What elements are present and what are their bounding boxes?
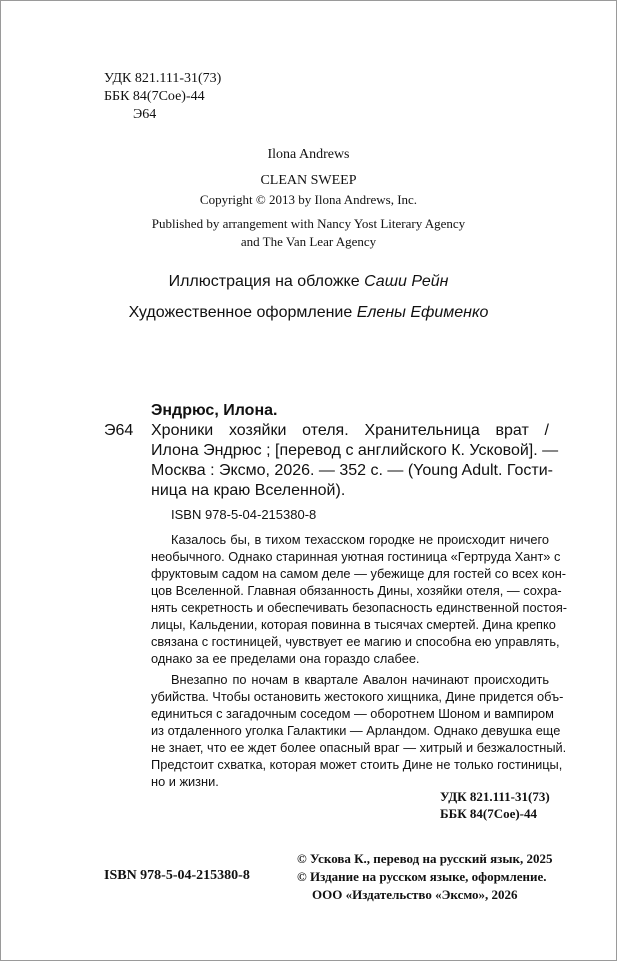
- annotation-line: нять секретность и обеспечивать безопасность единственной постоя-: [151, 600, 568, 615]
- original-title: CLEAN SWEEP: [260, 173, 357, 188]
- annotation-line: связана с гостиницей, чувствует ее магию и способна ею управлять,: [151, 634, 560, 649]
- footer-bbk-code: ББК 84(7Сое)-44: [440, 806, 538, 821]
- annotation-line: необычного. Однако старинная уютная гостиница «Гертруда Хант» с: [151, 549, 561, 564]
- catalog-line: Хроники хозяйки отеля. Хранительница врат /: [151, 422, 549, 439]
- annotation-line: единиться с загадочным соседом — оборотнем Шоном и вампиром: [151, 706, 554, 721]
- annotation-line: цов Вселенной. Главная обязанность Дины, хозяйки отеля, — сохра-: [151, 583, 562, 598]
- copyright-line: Copyright © 2013 by Ilona Andrews, Inc.: [199, 192, 418, 207]
- annotation-line: Предстоит схватка, которая может стоить Дине не только гостиницы,: [151, 757, 563, 772]
- udk-code: УДК 821.111-31(73): [104, 71, 222, 86]
- catalog-author-mark: Э64: [104, 422, 134, 439]
- annotation-line: но и жизни.: [151, 774, 219, 789]
- bbk-code: ББК 84(7Сое)-44: [104, 89, 205, 104]
- cover-credit: [0, 273, 617, 291]
- annotation-line: убийства. Чтобы остановить жестокого хищника, Дине придется объ-: [151, 689, 564, 704]
- author-mark: Э64: [133, 107, 157, 122]
- rights-line-1: © Ускова К., перевод на русский язык, 2025: [297, 851, 553, 866]
- cover-credit-name: Саши Рейн: [364, 273, 449, 290]
- footer-isbn: ISBN 978-5-04-215380-8: [104, 868, 250, 883]
- catalog-line: ница на краю Вселенной).: [151, 482, 346, 499]
- annotation-line: однако за ее пределами она гораздо слабее.: [151, 651, 420, 666]
- design-credit-prefix: Художественное оформление: [128, 304, 353, 321]
- rights-line-3: ООО «Издательство «Эксмо», 2026: [312, 887, 518, 902]
- annotation-line: из отдаленного уголка Галактики — Арландом. Однако девушка еще: [151, 723, 561, 738]
- annotation-line: не знает, что ее ждет более опасный враг — хитрый и безжалостный.: [151, 740, 567, 755]
- published-line-1: Published by arrangement with Nancy Yost Literary Agency: [151, 216, 466, 231]
- catalog-author-heading: Эндрюс, Илона.: [151, 402, 278, 419]
- original-author: Ilona Andrews: [267, 147, 350, 162]
- footer-udk-code: УДК 821.111-31(73): [440, 789, 550, 804]
- cover-credit-prefix: Иллюстрация на обложке: [168, 273, 360, 290]
- annotation-line: Казалось бы, в тихом техасском городке не происходит ничего: [171, 532, 549, 547]
- catalog-line: Москва : Эксмо, 2026. — 352 с. — (Young Adult. Гости-: [151, 462, 553, 479]
- catalog-line: Илона Эндрюс ; [перевод с английского К. Усковой]. —: [151, 442, 559, 459]
- annotation-line: Внезапно по ночам в квартале Авалон начинают происходить: [171, 672, 549, 687]
- rights-line-2: © Издание на русском языке, оформление.: [297, 869, 547, 884]
- published-line-2: and The Van Lear Agency: [240, 234, 377, 249]
- design-credit-name: Елены Ефименко: [356, 304, 489, 321]
- catalog-isbn: ISBN 978-5-04-215380-8: [171, 507, 317, 522]
- design-credit: [0, 304, 617, 322]
- annotation-line: лицы, Кальдении, которая повинна в тысячах смертей. Дина крепко: [151, 617, 556, 632]
- annotation-line: фруктовым садом на самом деле — убежище для гостей со всех кон-: [151, 566, 567, 581]
